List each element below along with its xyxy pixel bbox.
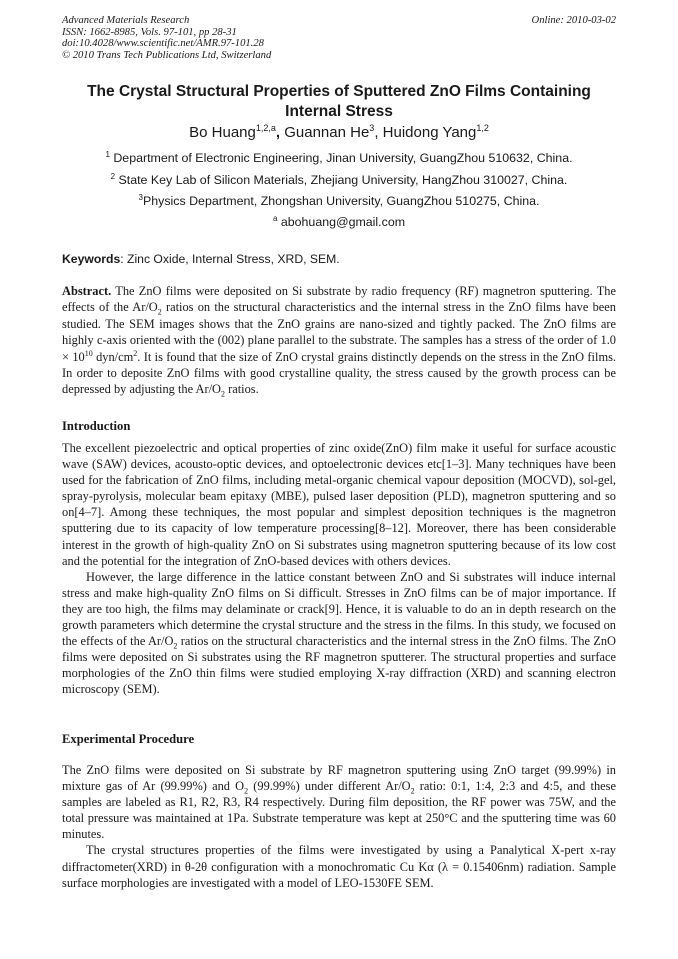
subscript: 2: [244, 786, 249, 796]
affiliation-mark: 1: [105, 149, 110, 159]
affiliation-email: [62, 214, 616, 230]
journal-copyright: © 2010 Trans Tech Publications Ltd, Switzerland: [62, 49, 272, 61]
paragraph: The excellent piezoelectric and optical properties of zinc oxide(ZnO) film make it useful for surface acoustic wave (SAW) devices, acousto-optic devices, and optoelectronic devices etc[1–3]. Many techniques have been used for the fabrication of ZnO films, including metal-organic chemical vapour deposition (MOCVD), sol-gel, spray-pyrolysis, molecular beam epitaxy (MBE), pulsed laser deposition (PLD), magnetron sputtering and so on[4–7]. Among these techniques, the most popular and simplest deposition techniques is the magnetron sputtering due to its capacity of low temperature processing[8–12]. Moreover, there has been considerable interest in the growth of high-quality ZnO on Si substrates using magnetron sputtering because of its low cost and the potential for the integration of ZnO-based devices with others devices.: [62, 441, 616, 568]
experimental-body: [62, 762, 616, 891]
paragraph-text: However, the large difference in the lattice constant between ZnO and Si substrates will induce internal stress and make high-quality ZnO films on Si difficult. Stresses in ZnO films can be of major importance. If they are too high, the films may delaminate or crack[9]. Hence, it is valuable to do an in depth research on the growth parameters which determine the crystal structure and the stress in the films. In this study, we focused on the effects of the Ar/O: [62, 569, 616, 649]
keywords-text: : Zinc Oxide, Internal Stress, XRD, SEM.: [120, 252, 340, 266]
paragraph: [62, 569, 616, 698]
journal-issn: ISSN: 1662-8985, Vols. 97-101, pp 28-31: [62, 26, 237, 38]
journal-doi[interactable]: doi:10.4028/www.scientific.net/AMR.97-101.28: [62, 38, 264, 50]
author-name: Guannan He: [284, 124, 370, 141]
email-link[interactable]: abohuang@gmail.com: [277, 215, 406, 229]
subscript: 2: [173, 641, 178, 651]
subscript: 2: [410, 786, 415, 796]
abstract: [62, 283, 616, 398]
paragraph: [62, 762, 616, 842]
keywords: [62, 251, 616, 267]
abstract-text: ratios on the structural characteristics and the internal stress in the ZnO films have been studied. The SEM images shows that the ZnO grains are nano-sized and tightly packed. The ZnO films are highly c-axis oriented with the (002) plane parallel to the substrate. The samples has a stress of the order of 1.0 × 10: [62, 300, 616, 364]
affiliation-text: Physics Department, Zhongshan University, GuangZhou 510275, China.: [142, 194, 540, 208]
paper-title: The Crystal Structural Properties of Sputtered ZnO Films Containing Internal Stress: [87, 83, 591, 120]
introduction-body: [62, 440, 616, 698]
paragraph-text: (99.99%) under different Ar/O: [248, 779, 411, 794]
abstract-text: The ZnO films were deposited on Si substrate by radio frequency (RF) magnetron sputtering. The effects of the Ar/O: [62, 284, 616, 315]
paragraph-text: The ZnO films were deposited on Si substrate by RF magnetron sputtering using ZnO target (99.99%) in mixture gas of Ar (99.99%) and O: [62, 763, 616, 794]
author-separator: ,: [374, 124, 383, 141]
abstract-label: Abstract.: [62, 284, 112, 298]
section-heading-introduction: Introduction: [62, 419, 131, 433]
online-date: Online: 2010-03-02: [531, 15, 616, 26]
subscript: 2: [157, 307, 162, 317]
author-name: Huidong Yang: [382, 124, 477, 141]
abstract-text: . It is found that the size of ZnO crystal grains distinctly depends on the stress in the ZnO films. In order to deposite ZnO films with good crystalline quality, the stress caused by the growth process can be depressed by adjusting the Ar/O: [62, 349, 616, 397]
affiliation-2: [62, 172, 616, 188]
section-heading-experimental: Experimental Procedure: [62, 732, 195, 746]
affiliation-3: [62, 193, 616, 209]
affiliation-text: State Key Lab of Silicon Materials, Zhejiang University, HangZhou 310027, China.: [115, 173, 568, 187]
paragraph: The crystal structures properties of the films were investigated by using a Panalytical X-pert x-ray diffractometer(XRD) in θ-2θ configuration with a monochromatic Cu Kα (λ = 0.15406nm) radiation. Sample surface morphologies are investigated with a model of LEO-1530FE SEM.: [62, 843, 616, 890]
author-name: Bo Huang: [189, 124, 256, 141]
affiliation-mark: a: [272, 213, 278, 223]
superscript: 10: [84, 348, 93, 358]
affiliation-1: [62, 150, 616, 166]
affiliation-mark: 3: [138, 192, 143, 202]
author-list: [62, 123, 616, 143]
author-affiliation-mark: 3: [369, 123, 375, 133]
paragraph-text: ratios on the structural characteristics and the internal stress in the ZnO films. The ZnO films were deposited on Si substrates using the RF magnetron sputterer. The structural properties and surface morphologies of the ZnO thin films were studied employing X-ray diffraction (XRD) and scanning electron microscopy (SEM).: [62, 634, 617, 697]
abstract-text: dyn/cm: [92, 349, 134, 364]
author-affiliation-mark: 1,2: [476, 123, 489, 133]
affiliation-mark: 2: [110, 171, 116, 181]
journal-header: [62, 15, 616, 61]
journal-name: Advanced Materials Research: [62, 15, 190, 26]
affiliation-text: Department of Electronic Engineering, Jinan University, GuangZhou 510632, China.: [109, 151, 573, 165]
subscript: 2: [221, 389, 225, 399]
author-affiliation-mark: 1,2,a: [255, 123, 276, 133]
paragraph-text: ratio: 0:1, 1:4, 2:3 and 4:5, and these samples are labeled as R1, R2, R3, R4 respectively. During film deposition, the RF power was 75W, and the total pressure was maintained at 1Pa. Substrate temperature was kept at 250°C and the sputtering time was 60 minutes.: [62, 779, 617, 842]
author-separator: ,: [275, 124, 285, 141]
keywords-label: Keywords: [62, 252, 121, 266]
abstract-text: ratios.: [225, 382, 259, 397]
superscript: 2: [133, 348, 138, 358]
